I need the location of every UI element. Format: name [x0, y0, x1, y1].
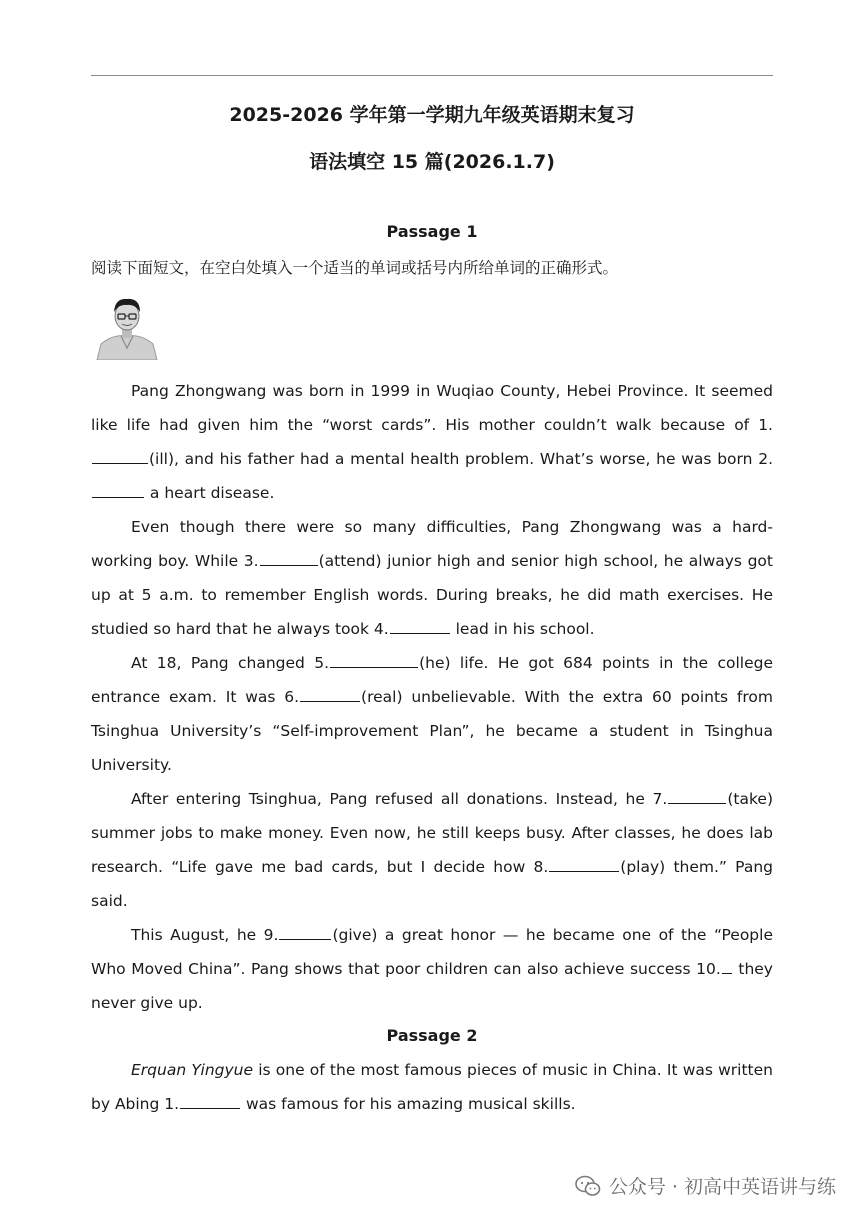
document-title: 2025-2026 学年第一学期九年级英语期末复习: [229, 104, 635, 126]
paragraph-3-part-b: (he) life. He got 684 points in the college entrance exam. It was 6.: [91, 654, 774, 706]
paragraph-1: [91, 374, 773, 510]
paragraph-1-part-a: Pang Zhongwang was born in 1999 in Wuqiao County, Hebei Province. It seemed like life had given him the “worst cards”. His mother couldn’t walk because of 1.: [91, 382, 773, 434]
paragraph-1-part-c: a heart disease.: [145, 484, 275, 502]
blank-4[interactable]: [390, 617, 450, 634]
paragraph-5-part-b: (give) a great honor — he became one of the “People Who Moved China”. Pang shows that poor children can also achieve success 10.: [91, 926, 773, 978]
document-subtitle: 语法填空 15 篇(2026.1.7): [309, 151, 555, 173]
paragraph-4-part-c: (play) them.” Pang said.: [91, 858, 773, 910]
music-title: Erquan Yingyue: [131, 1061, 254, 1079]
passage-2-text: [91, 1053, 773, 1121]
paragraph-2: [91, 510, 773, 646]
paragraph-5-part-a: This August, he 9.: [131, 926, 279, 944]
paragraph-4-part-a: After entering Tsinghua, Pang refused all donations. Instead, he 7.: [131, 790, 668, 808]
watermark-text: 公众号 · 初高中英语讲与练: [608, 1176, 836, 1198]
watermark: [575, 1172, 836, 1199]
paragraph-5: [91, 918, 773, 1020]
blank-2[interactable]: [92, 481, 144, 498]
paragraph-3-part-a: At 18, Pang changed 5.: [131, 654, 330, 672]
paragraph-4-part-b: (take) summer jobs to make money. Even now, he still keeps busy. After classes, he does lab research. “Life gave me bad cards, but I decide how 8.: [91, 790, 773, 876]
paragraph-3-part-c: (real) unbelievable. With the extra 60 points from Tsinghua University’s “Self-improvement Plan”, he became a student in Tsinghua University.: [91, 688, 773, 774]
blank-5[interactable]: [330, 651, 418, 668]
passage-2-blank-1[interactable]: [180, 1092, 240, 1109]
passage-1-heading: Passage 1: [386, 222, 478, 241]
paragraph-4: [91, 782, 773, 918]
paragraph-1-part-b: (ill), and his father had a mental health problem. What’s worse, he was born 2.: [149, 450, 773, 468]
paragraph-5-part-c: they never give up.: [91, 960, 773, 1012]
passage-2-heading: Passage 2: [386, 1026, 478, 1045]
paragraph-2-part-a: Even though there were so many difficulties, Pang Zhongwang was a hard-working boy. While 3.: [91, 518, 773, 570]
blank-8[interactable]: [549, 855, 619, 872]
blank-6[interactable]: [300, 685, 360, 702]
blank-1[interactable]: [92, 447, 148, 464]
blank-3[interactable]: [260, 549, 318, 566]
passage-2-paragraph-1: [91, 1053, 773, 1121]
paragraph-3: [91, 646, 773, 782]
instruction-text: 阅读下面短文，在空白处填入一个适当的单词或括号内所给单词的正确形式。: [91, 259, 619, 277]
portrait-photo: [95, 292, 159, 360]
blank-10[interactable]: [722, 957, 732, 974]
blank-7[interactable]: [668, 787, 726, 804]
passage-1-text: [91, 374, 773, 1020]
passage-2-part-a: is one of the most famous pieces of music in China. It was written by Abing 1.: [91, 1061, 773, 1113]
paragraph-2-part-b: (attend) junior high and senior high school, he always got up at 5 a.m. to remember English words. During breaks, he did math exercises. He studied so hard that he always took 4.: [91, 552, 773, 638]
wechat-icon: [575, 1175, 601, 1197]
paragraph-2-part-c: lead in his school.: [450, 620, 595, 638]
passage-2-part-b: was famous for his amazing musical skills.: [241, 1095, 576, 1113]
top-rule: [91, 75, 773, 76]
blank-9[interactable]: [279, 923, 331, 940]
